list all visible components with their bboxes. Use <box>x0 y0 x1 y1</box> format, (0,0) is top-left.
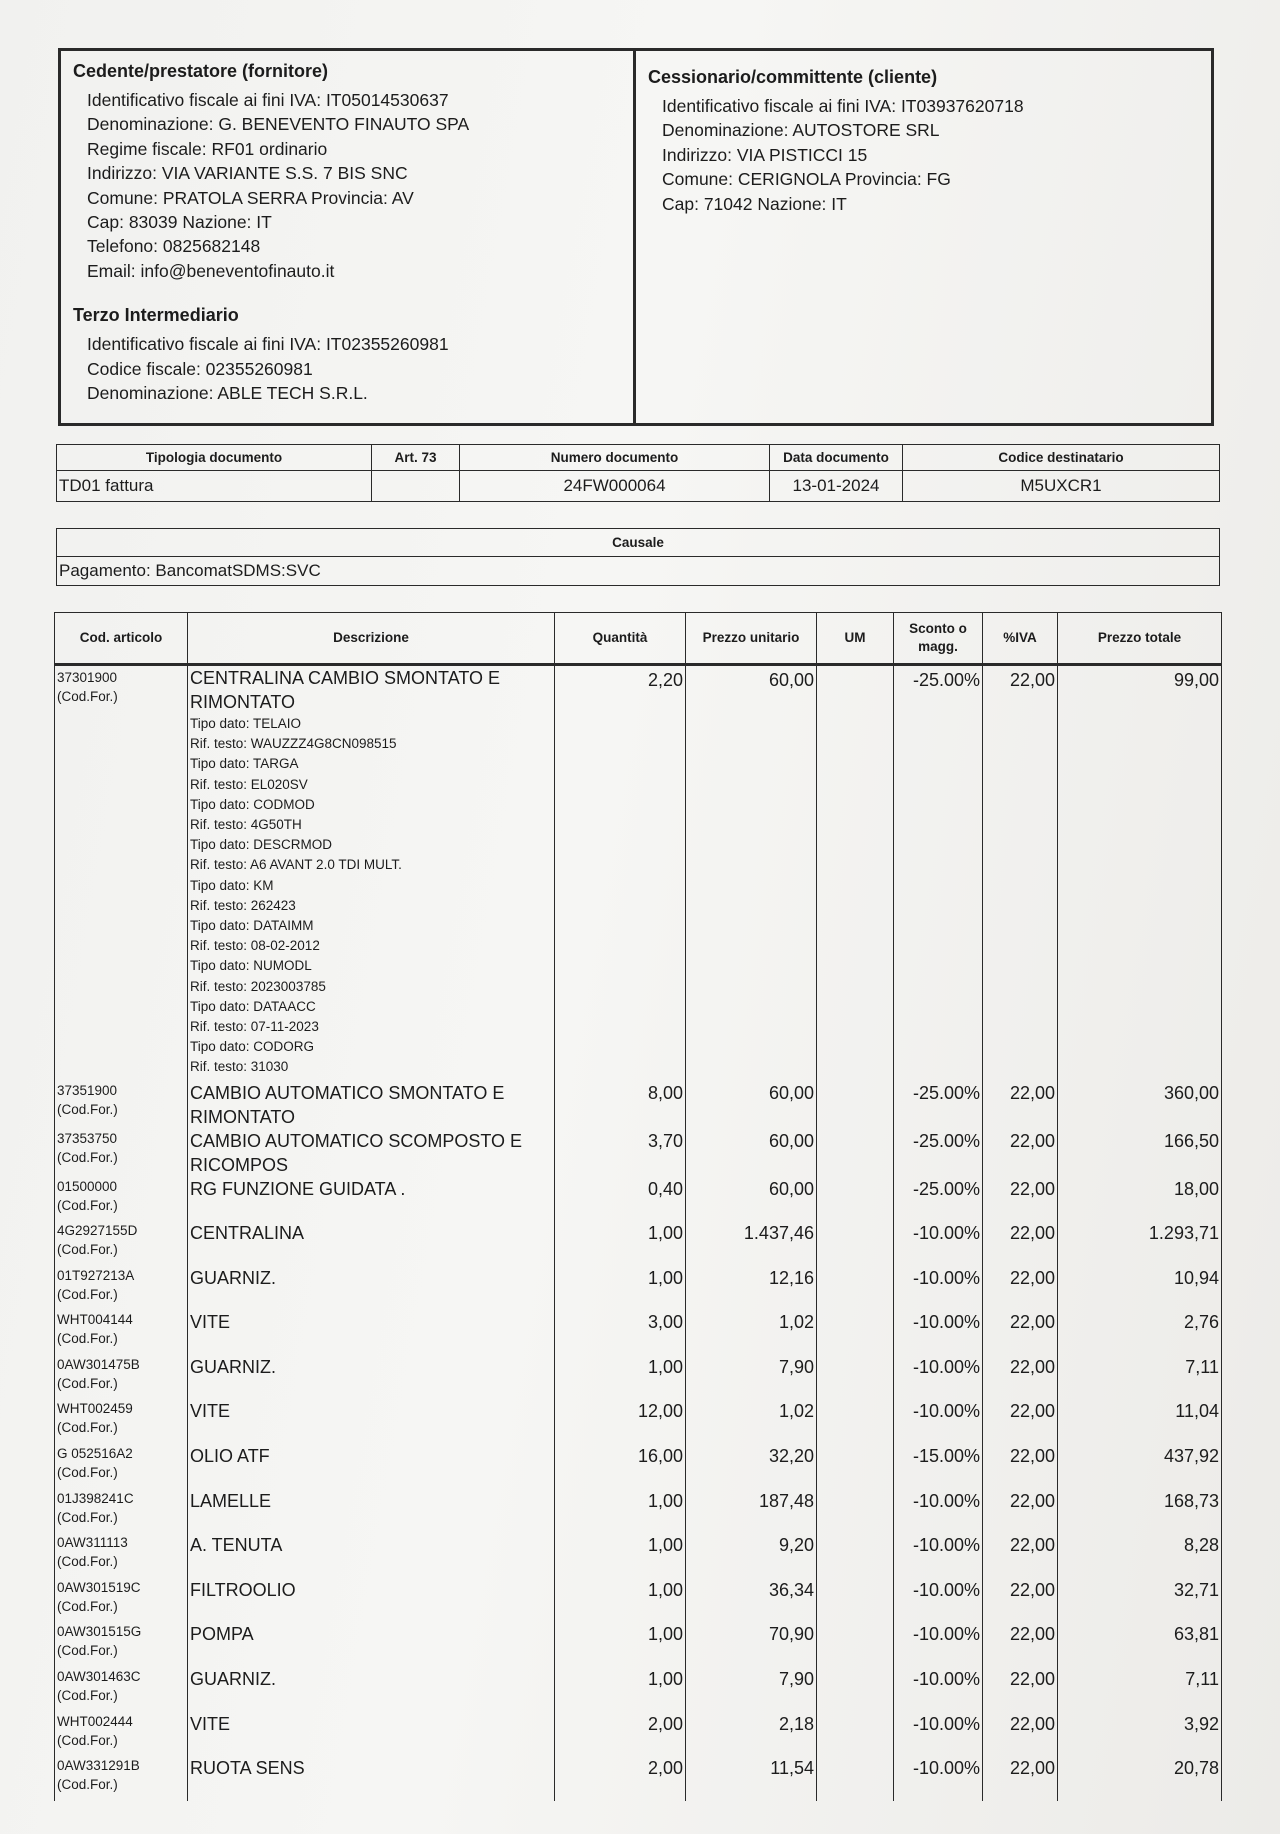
item-details <box>190 714 552 1078</box>
header-prezzo-unitario: Prezzo unitario <box>686 613 817 665</box>
document-info-value-row <box>57 471 1220 502</box>
table-row <box>55 1355 1222 1400</box>
item-code: 01T927213A <box>57 1267 135 1283</box>
document-info-table <box>56 444 1220 502</box>
table-row <box>55 1667 1222 1712</box>
item-code: WHT004144 <box>57 1312 133 1328</box>
item-code-sub: (Cod.For.) <box>57 1643 118 1659</box>
cell-total: 360,00 <box>1058 1081 1222 1129</box>
item-code-sub: (Cod.For.) <box>57 1598 118 1614</box>
cedente-lines <box>73 88 621 283</box>
value-codice: M5UXCR1 <box>903 471 1220 502</box>
cell-description: CAMBIO AUTOMATICO SMONTATO E RIMONTATO <box>188 1081 555 1129</box>
header-prezzo-totale: Prezzo totale <box>1058 613 1222 665</box>
terzo-title: Terzo Intermediario <box>73 305 239 326</box>
cedente-title: Cedente/prestatore (fornitore) <box>73 61 329 81</box>
header-quantita: Quantità <box>555 613 686 665</box>
cell-um <box>817 1756 894 1801</box>
item-detail-line: Rif. testo: 4G50TH <box>190 817 302 833</box>
cell-unit-price: 1,02 <box>686 1399 817 1444</box>
cell-um <box>817 1667 894 1712</box>
cell-unit-price: 60,00 <box>686 665 817 1081</box>
cell-code <box>55 1355 188 1400</box>
cell-quantity: 3,70 <box>555 1129 686 1177</box>
value-art73 <box>372 471 460 502</box>
cell-um <box>817 1081 894 1129</box>
item-code: 0AW311113 <box>57 1535 128 1551</box>
item-code-sub: (Cod.For.) <box>57 689 118 704</box>
cell-um <box>817 1266 894 1311</box>
cell-code <box>55 1266 188 1311</box>
cell-discount: -10.00% <box>894 1310 983 1355</box>
cell-iva: 22,00 <box>983 665 1058 1081</box>
cell-um <box>817 1310 894 1355</box>
header-um: UM <box>817 613 894 665</box>
cell-um <box>817 1578 894 1623</box>
cell-iva: 22,00 <box>983 1129 1058 1177</box>
cedente-line: Identificativo fiscale ai fini IVA: IT05014530637 <box>87 90 449 110</box>
cell-code <box>55 1489 188 1534</box>
cell-discount: -10.00% <box>894 1622 983 1667</box>
cell-unit-price: 60,00 <box>686 1129 817 1177</box>
cell-discount: -10.00% <box>894 1712 983 1757</box>
item-code-sub: (Cod.For.) <box>57 1509 118 1525</box>
cell-discount: -10.00% <box>894 1578 983 1623</box>
terzo-line: Codice fiscale: 02355260981 <box>87 358 313 379</box>
cell-code <box>55 1444 188 1489</box>
item-code: 01500000 <box>57 1178 118 1194</box>
cessionario-line: Denominazione: AUTOSTORE SRL <box>662 120 940 141</box>
cell-quantity: 1,00 <box>555 1578 686 1623</box>
cell-code <box>55 1129 188 1177</box>
cell-um <box>817 665 894 1081</box>
terzo-line: Denominazione: ABLE TECH S.R.L. <box>87 383 368 404</box>
table-row <box>55 1399 1222 1444</box>
cell-code <box>55 1578 188 1623</box>
cessionario-line: Indirizzo: VIA PISTICCI 15 <box>662 144 868 165</box>
cell-code <box>55 1622 188 1667</box>
item-code: G 052516A2 <box>57 1446 133 1462</box>
cell-code <box>55 665 188 1081</box>
table-row <box>55 1712 1222 1757</box>
cell-iva: 22,00 <box>983 1355 1058 1400</box>
cell-unit-price: 2,18 <box>686 1712 817 1757</box>
cell-total: 32,71 <box>1058 1578 1222 1623</box>
item-detail-line: Tipo dato: DATAACC <box>190 998 316 1014</box>
cell-total: 10,94 <box>1058 1266 1222 1311</box>
cell-description: VITE <box>188 1712 555 1757</box>
item-detail-line: Tipo dato: CODORG <box>190 1039 315 1055</box>
cell-quantity: 16,00 <box>555 1444 686 1489</box>
cell-description: VITE <box>188 1310 555 1355</box>
value-data: 13-01-2024 <box>770 471 903 502</box>
cell-discount: -10.00% <box>894 1756 983 1801</box>
item-code-sub: (Cod.For.) <box>57 1149 118 1165</box>
cell-code <box>55 1177 188 1222</box>
items-header-row <box>55 613 1222 665</box>
cell-iva: 22,00 <box>983 1712 1058 1757</box>
cell-quantity: 3,00 <box>555 1310 686 1355</box>
cell-quantity: 1,00 <box>555 1667 686 1712</box>
cessionario-line: Identificativo fiscale ai fini IVA: IT03937620718 <box>662 96 1024 116</box>
cell-description: POMPA <box>188 1622 555 1667</box>
cell-quantity: 2,00 <box>555 1712 686 1757</box>
item-code: 0AW301463C <box>57 1669 141 1685</box>
table-row <box>55 1578 1222 1623</box>
item-code: 37353750 <box>57 1130 118 1146</box>
table-row <box>55 1081 1222 1129</box>
item-code-sub: (Cod.For.) <box>57 1286 118 1302</box>
item-code: 0AW301515G <box>57 1624 142 1640</box>
cell-um <box>817 1129 894 1177</box>
cedente-line: Denominazione: G. BENEVENTO FINAUTO SPA <box>87 114 470 135</box>
cell-discount: -10.00% <box>894 1489 983 1534</box>
table-row <box>55 1533 1222 1578</box>
item-code-sub: (Cod.For.) <box>57 1777 118 1793</box>
cell-description: OLIO ATF <box>188 1444 555 1489</box>
item-detail-line: Tipo dato: NUMODL <box>190 958 312 974</box>
cell-um <box>817 1533 894 1578</box>
cell-code <box>55 1081 188 1129</box>
cell-quantity: 1,00 <box>555 1266 686 1311</box>
terzo-line: Identificativo fiscale ai fini IVA: IT02355260981 <box>87 334 449 355</box>
cell-unit-price: 9,20 <box>686 1533 817 1578</box>
table-row <box>55 1177 1222 1222</box>
cell-iva: 22,00 <box>983 1667 1058 1712</box>
cell-code <box>55 1221 188 1266</box>
cell-total: 7,11 <box>1058 1667 1222 1712</box>
cell-total: 166,50 <box>1058 1129 1222 1177</box>
cell-quantity: 8,00 <box>555 1081 686 1129</box>
cell-total: 168,73 <box>1058 1489 1222 1534</box>
cell-discount: -25.00% <box>894 665 983 1081</box>
cell-description: FILTROOLIO <box>188 1578 555 1623</box>
terzo-lines <box>73 332 621 405</box>
item-code: 37351900 <box>57 1082 118 1098</box>
items-table <box>54 612 1222 1801</box>
item-code-sub: (Cod.For.) <box>57 1375 118 1391</box>
cell-quantity: 1,00 <box>555 1622 686 1667</box>
item-code: WHT002444 <box>57 1713 133 1729</box>
cell-total: 437,92 <box>1058 1444 1222 1489</box>
cell-iva: 22,00 <box>983 1622 1058 1667</box>
cell-um <box>817 1221 894 1266</box>
header-sconto: Sconto o magg. <box>894 613 983 665</box>
cell-um <box>817 1712 894 1757</box>
cell-description: RUOTA SENS <box>188 1756 555 1801</box>
table-row <box>55 1622 1222 1667</box>
cessionario-line: Comune: CERIGNOLA Provincia: FG <box>662 169 951 190</box>
cell-quantity: 1,00 <box>555 1489 686 1534</box>
items-body <box>55 665 1222 1801</box>
item-detail-line: Rif. testo: 07-11-2023 <box>190 1019 319 1035</box>
cell-quantity: 2,00 <box>555 1756 686 1801</box>
table-row <box>55 1756 1222 1801</box>
item-detail-line: Tipo dato: TARGA <box>190 756 299 772</box>
item-code-sub: (Cod.For.) <box>57 1554 118 1570</box>
cell-unit-price: 1.437,46 <box>686 1221 817 1266</box>
cell-unit-price: 7,90 <box>686 1355 817 1400</box>
cell-quantity: 12,00 <box>555 1399 686 1444</box>
cell-quantity: 2,20 <box>555 665 686 1081</box>
header-cod-articolo: Cod. articolo <box>55 613 188 665</box>
cell-um <box>817 1489 894 1534</box>
parties-box <box>58 48 1214 426</box>
cell-unit-price: 7,90 <box>686 1667 817 1712</box>
cell-description: RG FUNZIONE GUIDATA . <box>188 1177 555 1222</box>
cell-iva: 22,00 <box>983 1310 1058 1355</box>
cell-iva: 22,00 <box>983 1266 1058 1311</box>
item-code-sub: (Cod.For.) <box>57 1420 118 1436</box>
cell-um <box>817 1444 894 1489</box>
cell-unit-price: 12,16 <box>686 1266 817 1311</box>
cessionario-section <box>636 51 1211 423</box>
cell-description: A. TENUTA <box>188 1533 555 1578</box>
cessionario-title: Cessionario/committente (cliente) <box>648 67 938 87</box>
table-row <box>55 665 1222 1081</box>
item-code: 0AW301519C <box>57 1579 141 1595</box>
cell-um <box>817 1355 894 1400</box>
cell-iva: 22,00 <box>983 1177 1058 1222</box>
value-numero: 24FW000064 <box>460 471 770 502</box>
cell-discount: -10.00% <box>894 1266 983 1311</box>
item-code-sub: (Cod.For.) <box>57 1688 118 1704</box>
item-code-sub: (Cod.For.) <box>57 1242 118 1258</box>
cell-iva: 22,00 <box>983 1399 1058 1444</box>
cell-total: 20,78 <box>1058 1756 1222 1801</box>
header-art73: Art. 73 <box>372 445 460 471</box>
cedente-section <box>61 51 636 423</box>
causale-value: Pagamento: BancomatSDMS:SVC <box>57 557 1220 586</box>
item-detail-line: Rif. testo: EL020SV <box>190 776 308 792</box>
cell-code <box>55 1712 188 1757</box>
cell-total: 3,92 <box>1058 1712 1222 1757</box>
item-detail-line: Rif. testo: 31030 <box>190 1059 289 1075</box>
table-row <box>55 1444 1222 1489</box>
item-detail-line: Rif. testo: 08-02-2012 <box>190 938 320 954</box>
cell-description: GUARNIZ. <box>188 1266 555 1311</box>
cell-total: 7,11 <box>1058 1355 1222 1400</box>
cell-iva: 22,00 <box>983 1444 1058 1489</box>
cell-unit-price: 70,90 <box>686 1622 817 1667</box>
table-row <box>55 1221 1222 1266</box>
causale-table <box>56 528 1220 586</box>
item-detail-line: Tipo dato: TELAIO <box>190 716 302 731</box>
item-detail-line: Tipo dato: CODMOD <box>190 796 315 812</box>
table-row <box>55 1489 1222 1534</box>
item-code: 01J398241C <box>57 1490 134 1506</box>
cell-iva: 22,00 <box>983 1756 1058 1801</box>
cell-description: GUARNIZ. <box>188 1355 555 1400</box>
cell-discount: -10.00% <box>894 1399 983 1444</box>
item-detail-line: Tipo dato: DATAIMM <box>190 918 314 934</box>
cell-total: 1.293,71 <box>1058 1221 1222 1266</box>
cedente-line: Email: info@beneventofinauto.it <box>87 260 335 281</box>
header-numero: Numero documento <box>460 445 770 471</box>
cell-description: GUARNIZ. <box>188 1667 555 1712</box>
cell-discount: -25.00% <box>894 1081 983 1129</box>
cell-iva: 22,00 <box>983 1081 1058 1129</box>
item-detail-line: Rif. testo: 262423 <box>190 897 296 913</box>
cell-unit-price: 187,48 <box>686 1489 817 1534</box>
cell-discount: -10.00% <box>894 1355 983 1400</box>
header-codice: Codice destinatario <box>903 445 1220 471</box>
cell-discount: -10.00% <box>894 1221 983 1266</box>
cell-total: 11,04 <box>1058 1399 1222 1444</box>
item-detail-line: Tipo dato: DESCRMOD <box>190 837 333 853</box>
cell-iva: 22,00 <box>983 1221 1058 1266</box>
cell-total: 8,28 <box>1058 1533 1222 1578</box>
cell-code <box>55 1756 188 1801</box>
cell-code <box>55 1310 188 1355</box>
cell-discount: -10.00% <box>894 1667 983 1712</box>
item-detail-line: Rif. testo: WAUZZZ4G8CN098515 <box>190 736 397 752</box>
table-row <box>55 1129 1222 1177</box>
cell-total: 18,00 <box>1058 1177 1222 1222</box>
cell-unit-price: 11,54 <box>686 1756 817 1801</box>
cedente-line: Comune: PRATOLA SERRA Provincia: AV <box>87 187 414 208</box>
cell-unit-price: 36,34 <box>686 1578 817 1623</box>
item-code-sub: (Cod.For.) <box>57 1331 118 1347</box>
cell-unit-price: 1,02 <box>686 1310 817 1355</box>
item-code-sub: (Cod.For.) <box>57 1732 118 1748</box>
cell-unit-price: 32,20 <box>686 1444 817 1489</box>
cell-code <box>55 1667 188 1712</box>
table-row <box>55 1310 1222 1355</box>
cell-um <box>817 1622 894 1667</box>
item-code: WHT002459 <box>57 1401 133 1417</box>
item-detail-line: Rif. testo: A6 AVANT 2.0 TDI MULT. <box>190 857 402 873</box>
cell-discount: -10.00% <box>894 1533 983 1578</box>
cedente-line: Regime fiscale: RF01 ordinario <box>87 138 328 159</box>
cell-iva: 22,00 <box>983 1489 1058 1534</box>
item-code: 37301900 <box>57 670 118 685</box>
cell-code <box>55 1399 188 1444</box>
cell-quantity: 1,00 <box>555 1533 686 1578</box>
cell-unit-price: 60,00 <box>686 1081 817 1129</box>
table-row <box>55 1266 1222 1311</box>
cell-description: LAMELLE <box>188 1489 555 1534</box>
cell-quantity: 1,00 <box>555 1221 686 1266</box>
cessionario-line: Cap: 71042 Nazione: IT <box>662 193 847 214</box>
cell-quantity: 1,00 <box>555 1355 686 1400</box>
cell-unit-price: 60,00 <box>686 1177 817 1222</box>
cell-quantity: 0,40 <box>555 1177 686 1222</box>
cell-description: VITE <box>188 1399 555 1444</box>
cell-iva: 22,00 <box>983 1533 1058 1578</box>
cell-discount: -15.00% <box>894 1444 983 1489</box>
item-description: CENTRALINA CAMBIO SMONTATO E RIMONTATO <box>190 668 501 712</box>
header-iva: %IVA <box>983 613 1058 665</box>
value-tipologia: TD01 fattura <box>57 471 372 502</box>
cell-total: 99,00 <box>1058 665 1222 1081</box>
header-descrizione: Descrizione <box>188 613 555 665</box>
cell-description: CENTRALINA <box>188 1221 555 1266</box>
item-code: 0AW301475B <box>57 1356 140 1372</box>
cell-discount: -25.00% <box>894 1177 983 1222</box>
document-info-header-row <box>57 445 1220 471</box>
cell-description: CAMBIO AUTOMATICO SCOMPOSTO E RICOMPOS <box>188 1129 555 1177</box>
cell-um <box>817 1177 894 1222</box>
item-code-sub: (Cod.For.) <box>57 1101 118 1117</box>
cell-iva: 22,00 <box>983 1578 1058 1623</box>
cell-code <box>55 1533 188 1578</box>
header-tipologia: Tipologia documento <box>57 445 372 471</box>
cell-total: 63,81 <box>1058 1622 1222 1667</box>
cell-um <box>817 1399 894 1444</box>
cedente-line: Telefono: 0825682148 <box>87 236 261 257</box>
item-code: 4G2927155D <box>57 1223 138 1239</box>
cell-total: 2,76 <box>1058 1310 1222 1355</box>
item-code-sub: (Cod.For.) <box>57 1197 118 1213</box>
item-detail-line: Rif. testo: 2023003785 <box>190 978 326 994</box>
cell-description <box>188 665 555 1081</box>
header-data: Data documento <box>770 445 903 471</box>
causale-header: Causale <box>57 529 1220 557</box>
cedente-line: Indirizzo: VIA VARIANTE S.S. 7 BIS SNC <box>87 163 408 184</box>
item-code-sub: (Cod.For.) <box>57 1465 118 1481</box>
item-detail-line: Tipo dato: KM <box>190 877 274 893</box>
cedente-line: Cap: 83039 Nazione: IT <box>87 212 272 233</box>
item-code: 0AW331291B <box>57 1758 140 1774</box>
cell-discount: -25.00% <box>894 1129 983 1177</box>
